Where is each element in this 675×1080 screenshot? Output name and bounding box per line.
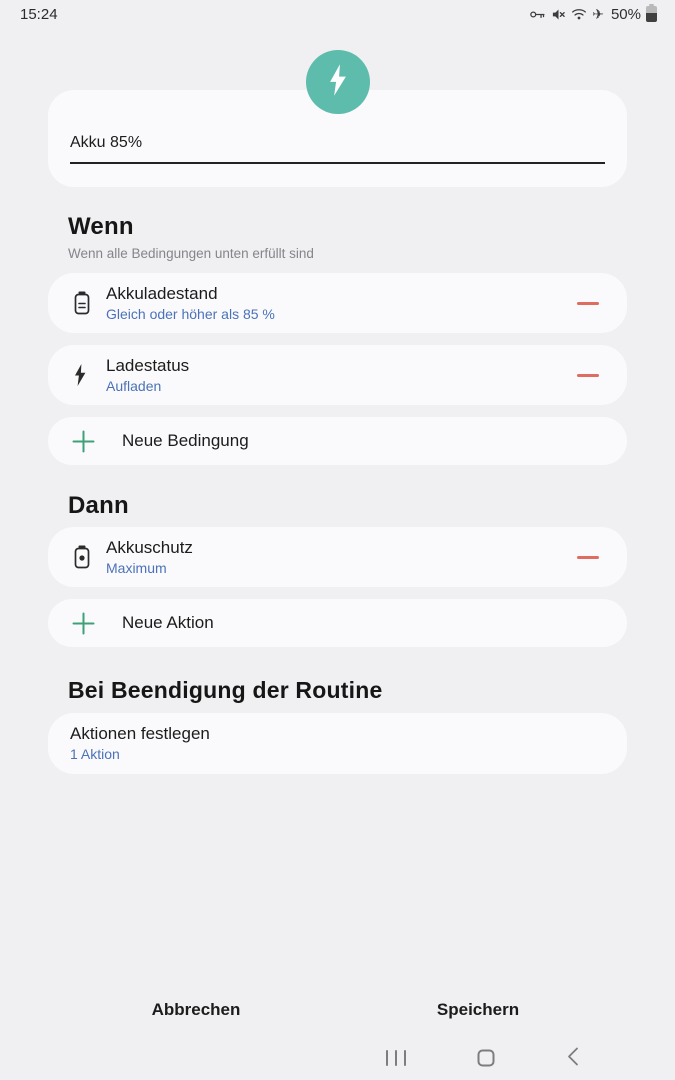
section-title-end-of-routine: Bei Beendigung der Routine (68, 677, 383, 703)
routine-name-input[interactable] (70, 134, 605, 164)
clock: 15:24 (20, 5, 58, 23)
add-action-label: Neue Aktion (122, 613, 214, 632)
condition-text (106, 356, 573, 395)
battery-protect-icon (72, 544, 106, 570)
condition-title: Akkuladestand (106, 283, 218, 303)
condition-card-battery-level[interactable] (48, 273, 627, 333)
recents-icon (386, 1050, 406, 1066)
add-condition-label: Neue Bedingung (122, 431, 249, 450)
plus-icon (72, 430, 106, 453)
battery-icon (646, 6, 657, 22)
action-title: Akkuschutz (106, 537, 193, 557)
routine-hero (48, 50, 627, 114)
minus-icon (577, 556, 599, 559)
end-actions-card[interactable] (48, 713, 627, 774)
action-card-battery-protect[interactable] (48, 527, 627, 587)
lightning-bolt-icon (323, 63, 353, 102)
remove-condition-battery-level-button[interactable] (573, 288, 603, 318)
charging-bolt-icon (72, 363, 106, 387)
wifi-icon (571, 7, 587, 21)
section-title-then: Dann (68, 492, 129, 519)
section-title-when: Wenn (68, 213, 134, 240)
minus-icon (577, 374, 599, 377)
minus-icon (577, 302, 599, 305)
add-condition-button[interactable] (48, 417, 627, 465)
add-action-button[interactable] (48, 599, 627, 647)
nav-recents-button[interactable] (380, 1044, 412, 1072)
vpn-key-icon (529, 7, 546, 22)
section-subtitle-when: Wenn alle Bedingungen unten erfüllt sind (68, 246, 314, 261)
airplane-mode-icon: ✈ (592, 6, 604, 22)
action-text (106, 538, 573, 577)
nav-back-button[interactable] (561, 1041, 585, 1076)
end-actions-value: 1 Aktion (70, 746, 120, 762)
back-chevron-icon (567, 1047, 579, 1070)
remove-condition-charging-status-button[interactable] (573, 360, 603, 390)
sound-muted-icon (551, 7, 566, 22)
status-icons (529, 6, 657, 23)
condition-title: Ladestatus (106, 355, 190, 375)
plus-icon (72, 612, 106, 635)
battery-level-icon (72, 290, 106, 316)
nav-home-button[interactable] (472, 1044, 501, 1073)
home-icon (478, 1050, 495, 1067)
remove-action-battery-protect-button[interactable] (573, 542, 603, 572)
end-actions-title: Aktionen festlegen (70, 724, 210, 743)
battery-percent: 50% (610, 5, 641, 23)
save-button[interactable]: Speichern (436, 1000, 520, 1019)
routine-editor (48, 28, 627, 774)
condition-text (106, 284, 573, 323)
condition-card-charging-status[interactable] (48, 345, 627, 405)
condition-value: Gleich oder höher als 85 % (106, 305, 275, 322)
action-value: Maximum (106, 559, 167, 576)
status-bar (0, 0, 675, 28)
condition-value: Aufladen (106, 377, 162, 394)
cancel-button[interactable]: Abbrechen (151, 1000, 241, 1019)
routine-icon-button[interactable] (306, 50, 370, 114)
